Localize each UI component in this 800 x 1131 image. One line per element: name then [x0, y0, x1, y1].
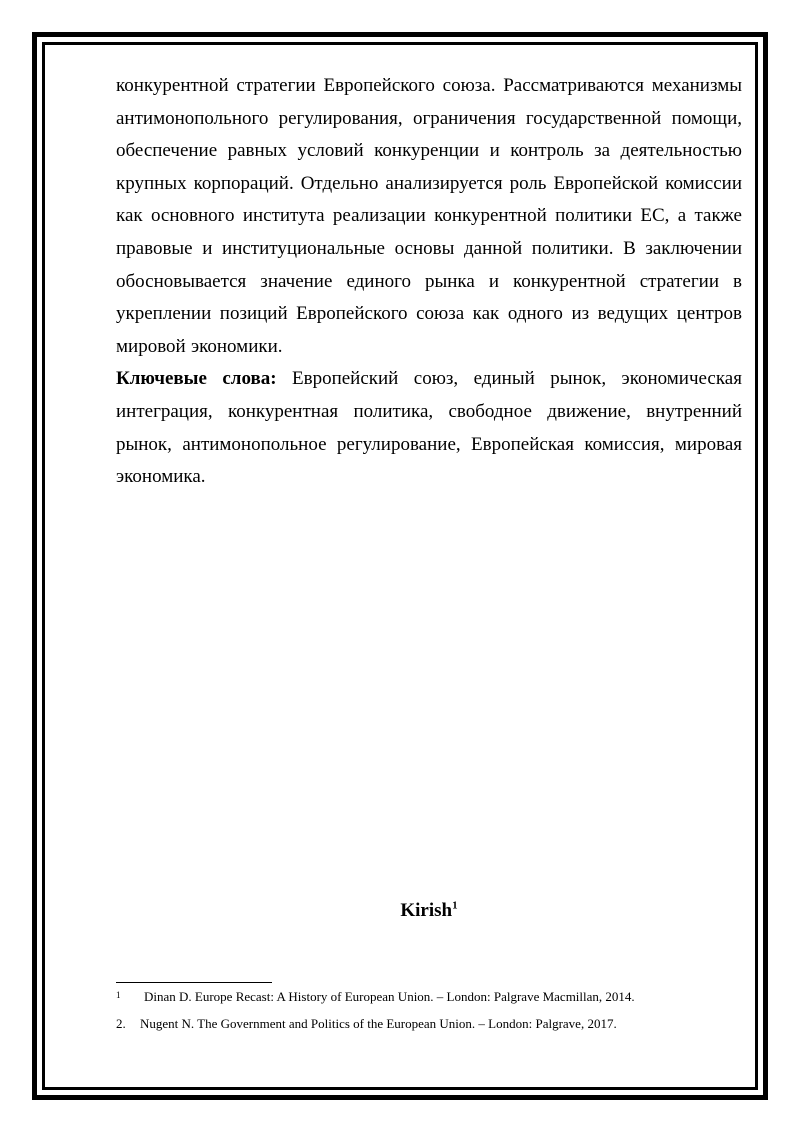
- footnote-number: 2.: [116, 1016, 126, 1031]
- footnote-1: [116, 989, 742, 1005]
- heading-title: Kirish: [400, 900, 453, 921]
- keywords-paragraph: [116, 363, 742, 493]
- keywords-text: Европейский союз, единый рынок, экономическая интеграция, конкурентная политика, свободное движение, внутренний рынок, антимонопольное регулирование, Европейская комиссия, мировая экономика.: [116, 368, 742, 488]
- footnote-text: Dinan D. Europe Recast: A History of European Union. – London: Palgrave Macmillan, 2014.: [144, 989, 635, 1004]
- heading-footnote-marker[interactable]: 1: [452, 899, 458, 912]
- footnote-number: 1: [116, 990, 121, 1000]
- section-heading: [116, 900, 742, 922]
- abstract-paragraph: конкурентной стратегии Европейского союза. Рассматриваются механизмы антимонопольного регулирования, ограничения государственной помощи, обеспечение равных условий конкуренции и контроль за деятельностью крупных корпораций. Отдельно анализируется роль Европейской комиссии как основного института реализации конкурентной политики ЕС, а также правовые и институциональные основы данной политики. В заключении обосновывается значение единого рынка и конкурентной стратегии в укреплении позиций Европейского союза как одного из ведущих центров мировой экономики.: [116, 75, 742, 357]
- footnote-separator: [116, 982, 272, 983]
- footnote-2: [116, 1016, 742, 1032]
- keywords-label: Ключевые слова:: [116, 368, 277, 390]
- footnote-text: Nugent N. The Government and Politics of the European Union. – London: Palgrave, 2017.: [140, 1016, 617, 1031]
- document-body: [116, 70, 742, 494]
